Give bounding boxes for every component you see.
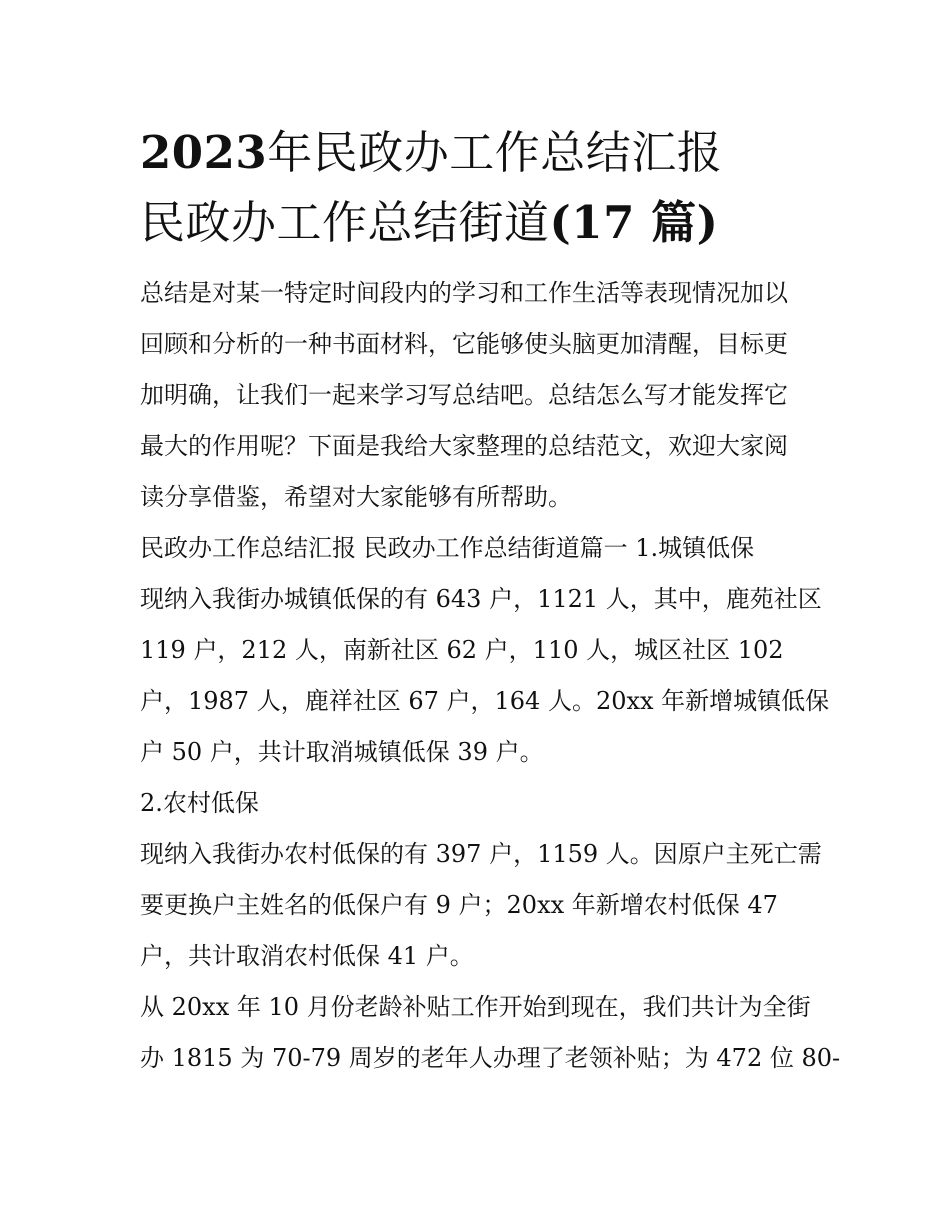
- body-line: 办 1815 为 70-79 周岁的老年人办理了老领补贴；为 472 位 80-: [140, 1044, 841, 1072]
- body-line: 加明确，让我们一起来学习写总结吧。总结怎么写才能发挥它: [140, 381, 788, 409]
- body-line: 户 50 户，共计取消城镇低保 39 户。: [140, 738, 544, 766]
- body-line: 回顾和分析的一种书面材料，它能够使头脑更加清醒，目标更: [140, 330, 788, 358]
- document-title-line-2: [140, 188, 820, 258]
- title-count-suffix: 篇): [634, 196, 719, 249]
- body-line: 总结是对某一特定时间段内的学习和工作生活等表现情况加以: [140, 279, 788, 307]
- body-line: 户，共计取消农村低保 41 户。: [140, 942, 474, 970]
- title-subtitle: 民政办工作总结街道: [140, 196, 550, 249]
- body-line: 读分享借鉴，希望对大家能够有所帮助。: [140, 483, 572, 511]
- body-line: 要更换户主姓名的低保户有 9 户；20xx 年新增农村低保 47: [140, 891, 778, 919]
- body-line: 119 户，212 人，南新社区 62 户，110 人，城区社区 102: [140, 636, 784, 664]
- document-body: [140, 268, 841, 1084]
- title-text: 年民政办工作总结汇报: [267, 126, 723, 179]
- body-line: 最大的作用呢？下面是我给大家整理的总结范文，欢迎大家阅: [140, 432, 788, 460]
- body-line: 现纳入我街办农村低保的有 397 户，1159 人。因原户主死亡需: [140, 840, 822, 868]
- document-page: [140, 118, 841, 1084]
- section-heading-line: 2.农村低保: [140, 789, 259, 817]
- body-line: 从 20xx 年 10 月份老龄补贴工作开始到现在，我们共计为全街: [140, 993, 811, 1021]
- section-heading-line: 民政办工作总结汇报 民政办工作总结街道篇一 1.城镇低保: [140, 534, 755, 562]
- body-line: 户，1987 人，鹿祥社区 67 户，164 人。20xx 年新增城镇低保: [140, 687, 830, 715]
- title-count: (17: [549, 196, 635, 249]
- body-line: 现纳入我街办城镇低保的有 643 户，1121 人，其中，鹿苑社区: [140, 585, 822, 613]
- title-year: 2023: [140, 126, 268, 179]
- document-title-line-1: [140, 118, 820, 188]
